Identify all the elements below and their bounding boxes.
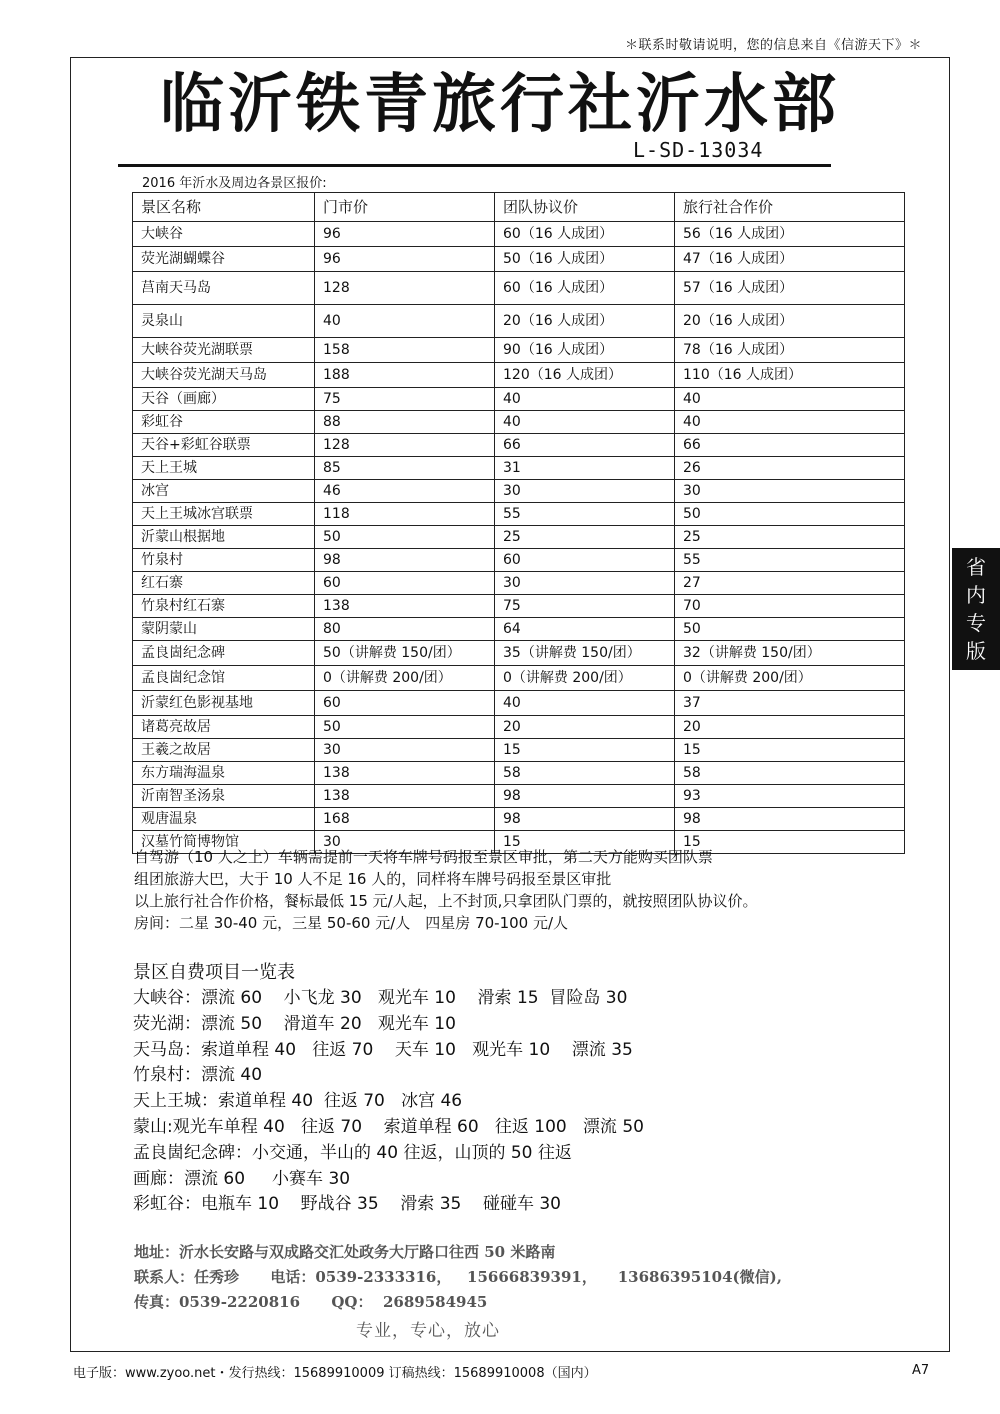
table-cell: 25	[495, 526, 675, 549]
table-cell: 66	[495, 434, 675, 457]
table-row	[133, 762, 905, 785]
table-cell: 20	[495, 716, 675, 739]
table-cell: 天谷+彩虹谷联票	[133, 434, 315, 457]
table-cell: 冰宫	[133, 480, 315, 503]
table-row	[133, 388, 905, 411]
table-cell: 80	[315, 618, 495, 641]
table-cell: 40	[675, 411, 905, 434]
table-cell: 40	[315, 305, 495, 338]
table-cell: 15	[495, 739, 675, 762]
notes-section	[134, 846, 914, 934]
table-cell: 96	[315, 222, 495, 247]
table-cell: 158	[315, 338, 495, 363]
extras-line: 孟良崮纪念碑：小交通，半山的 40 往返，山顶的 50 往返	[133, 1142, 572, 1163]
table-cell: 50（讲解费 150/团）	[315, 641, 495, 666]
header-cell: 团队协议价	[495, 193, 675, 222]
table-cell: 灵泉山	[133, 305, 315, 338]
table-cell: 0（讲解费 200/团）	[495, 666, 675, 691]
table-cell: 汉墓竹简博物馆	[133, 831, 315, 854]
table-cell: 70	[675, 595, 905, 618]
table-cell: 50	[315, 526, 495, 549]
table-cell: 沂南智圣汤泉	[133, 785, 315, 808]
side-tab-char: 专	[966, 611, 986, 635]
table-cell: 40	[675, 388, 905, 411]
table-row	[133, 572, 905, 595]
table-row	[133, 526, 905, 549]
table-cell: 30	[495, 572, 675, 595]
table-cell: 26	[675, 457, 905, 480]
agency-name: 临沂铁青旅行社沂水部	[160, 68, 840, 142]
table-cell: 20（16 人成团）	[675, 305, 905, 338]
table-cell: 138	[315, 595, 495, 618]
table-cell: 大峡谷	[133, 222, 315, 247]
table-cell: 47（16 人成团）	[675, 247, 905, 272]
page-number: A7	[912, 1363, 930, 1378]
footer: 电子版：www.zyoo.net・发行热线：15689910009 订稿热线：15689910008（国内）	[73, 1366, 597, 1381]
table-cell: 75	[315, 388, 495, 411]
table-caption: 2016 年沂水及周边各景区报价:	[142, 176, 327, 191]
extras-line: 天上王城：索道单程 40 往返 70 冰宫 46	[133, 1091, 463, 1112]
table-cell: 98	[675, 808, 905, 831]
extras-line: 大峡谷：漂流 60 小飞龙 30 观光车 10 滑索 15 冒险岛 30	[133, 988, 628, 1008]
note-line: 自驾游（10 人之上）车辆需提前一天将车牌号码报至景区审批，第二天方能购买团队票	[134, 848, 713, 866]
table-cell: 55	[675, 549, 905, 572]
table-cell: 王羲之故居	[133, 739, 315, 762]
table-cell: 98	[495, 785, 675, 808]
source-note: ＊联系时敬请说明，您的信息来自《信游天下》＊	[624, 38, 922, 53]
table-cell: 40	[495, 691, 675, 716]
side-tab	[952, 548, 1000, 670]
table-cell: 天上王城冰宫联票	[133, 503, 315, 526]
table-row	[133, 666, 905, 691]
table-cell: 40	[495, 411, 675, 434]
table-cell: 天谷（画廊）	[133, 388, 315, 411]
table-cell: 30	[495, 480, 675, 503]
table-cell: 88	[315, 411, 495, 434]
slogan: 专业，专心，放心	[356, 1321, 500, 1341]
table-row	[133, 716, 905, 739]
table-cell: 85	[315, 457, 495, 480]
header-cell: 景区名称	[133, 193, 315, 222]
table-cell: 118	[315, 503, 495, 526]
table-cell: 110（16 人成团）	[675, 363, 905, 388]
note-line: 以上旅行社合作价格，餐标最低 15 元/人起，上不封顶,只拿团队门票的，就按照团队协议价。	[134, 892, 758, 910]
table-row	[133, 641, 905, 666]
table-row	[133, 363, 905, 388]
table-cell: 188	[315, 363, 495, 388]
table-cell: 0（讲解费 200/团）	[315, 666, 495, 691]
table-cell: 15	[675, 739, 905, 762]
table-cell: 20（16 人成团）	[495, 305, 675, 338]
table-cell: 大峡谷荧光湖天马岛	[133, 363, 315, 388]
table-row	[133, 272, 905, 305]
price-table	[132, 192, 905, 854]
table-row	[133, 480, 905, 503]
table-row	[133, 503, 905, 526]
table-cell: 60（16 人成团）	[495, 272, 675, 305]
note-line: 组团旅游大巴，大于 10 人不足 16 人的，同样将车牌号码报至景区审批	[134, 870, 612, 888]
table-cell: 东方瑞海温泉	[133, 762, 315, 785]
table-cell: 30	[675, 480, 905, 503]
table-cell: 沂蒙山根据地	[133, 526, 315, 549]
extras-section	[133, 960, 933, 1218]
table-cell: 78（16 人成团）	[675, 338, 905, 363]
table-cell: 35（讲解费 150/团）	[495, 641, 675, 666]
fax-line: 传真：0539-2220816 QQ： 2689584945	[134, 1293, 488, 1311]
table-cell: 60	[315, 572, 495, 595]
table-cell: 孟良崮纪念馆	[133, 666, 315, 691]
table-cell: 128	[315, 434, 495, 457]
table-row	[133, 222, 905, 247]
table-cell: 40	[495, 388, 675, 411]
side-tab-char: 内	[966, 583, 986, 607]
table-row	[133, 549, 905, 572]
table-cell: 90（16 人成团）	[495, 338, 675, 363]
extras-line: 天马岛：索道单程 40 往返 70 天车 10 观光车 10 漂流 35	[133, 1039, 633, 1060]
table-row	[133, 434, 905, 457]
table-cell: 15	[675, 831, 905, 854]
table-cell: 诸葛亮故居	[133, 716, 315, 739]
contact-line: 联系人：任秀珍 电话：0539-2333316， 15666839391， 13686395104(微信),	[134, 1268, 782, 1286]
extras-line: 竹泉村：漂流 40	[133, 1065, 263, 1086]
table-row	[133, 457, 905, 480]
table-cell: 96	[315, 247, 495, 272]
table-cell: 天上王城	[133, 457, 315, 480]
table-cell: 50（16 人成团）	[495, 247, 675, 272]
table-cell: 大峡谷荧光湖联票	[133, 338, 315, 363]
table-cell: 彩虹谷	[133, 411, 315, 434]
table-cell: 30	[315, 831, 495, 854]
table-cell: 58	[675, 762, 905, 785]
table-cell: 沂蒙红色影视基地	[133, 691, 315, 716]
extras-line: 蒙山:观光车单程 40 往返 70 索道单程 60 往返 100 漂流 50	[133, 1116, 644, 1137]
table-cell: 98	[315, 549, 495, 572]
table-cell: 37	[675, 691, 905, 716]
side-tab-char: 省	[966, 555, 986, 579]
table-cell: 60	[495, 549, 675, 572]
table-cell: 红石寨	[133, 572, 315, 595]
table-cell: 15	[495, 831, 675, 854]
side-tab-char: 版	[966, 639, 986, 663]
table-cell: 60（16 人成团）	[495, 222, 675, 247]
extras-line: 荧光湖：漂流 50 滑道车 20 观光车 10	[133, 1013, 456, 1034]
table-cell: 138	[315, 785, 495, 808]
table-cell: 31	[495, 457, 675, 480]
table-cell: 60	[315, 691, 495, 716]
table-cell: 30	[315, 739, 495, 762]
table-cell: 168	[315, 808, 495, 831]
table-cell: 66	[675, 434, 905, 457]
extras-line: 画廊：漂流 60 小赛车 30	[133, 1168, 351, 1189]
table-row	[133, 785, 905, 808]
table-cell: 莒南天马岛	[133, 272, 315, 305]
table-cell: 竹泉村红石寨	[133, 595, 315, 618]
table-cell: 46	[315, 480, 495, 503]
table-cell: 32（讲解费 150/团）	[675, 641, 905, 666]
table-cell: 观唐温泉	[133, 808, 315, 831]
table-cell: 50	[675, 618, 905, 641]
table-cell: 98	[495, 808, 675, 831]
table-row	[133, 305, 905, 338]
table-cell: 64	[495, 618, 675, 641]
table-row	[133, 739, 905, 762]
table-cell: 57（16 人成团）	[675, 272, 905, 305]
table-row	[133, 411, 905, 434]
table-cell: 20	[675, 716, 905, 739]
table-cell: 蒙阴蒙山	[133, 618, 315, 641]
table-row	[133, 808, 905, 831]
table-cell: 55	[495, 503, 675, 526]
extras-line: 彩虹谷：电瓶车 10 野战谷 35 滑索 35 碰碰车 30	[133, 1194, 561, 1215]
extras-title: 景区自费项目一览表	[133, 962, 295, 983]
table-row	[133, 691, 905, 716]
table-cell: 25	[675, 526, 905, 549]
table-cell: 120（16 人成团）	[495, 363, 675, 388]
address-line: 地址：沂水长安路与双成路交汇处政务大厅路口往西 50 米路南	[134, 1243, 556, 1261]
table-cell: 138	[315, 762, 495, 785]
table-cell: 93	[675, 785, 905, 808]
header-cell: 旅行社合作价	[675, 193, 905, 222]
table-cell: 孟良崮纪念碑	[133, 641, 315, 666]
table-row	[133, 618, 905, 641]
table-cell: 50	[675, 503, 905, 526]
table-cell: 75	[495, 595, 675, 618]
table-cell: 50	[315, 716, 495, 739]
table-cell: 竹泉村	[133, 549, 315, 572]
table-row	[133, 338, 905, 363]
contact-block	[134, 1240, 782, 1315]
title-rule	[118, 164, 831, 167]
note-line: 房间：二星 30-40 元，三星 50-60 元/人 四星房 70-100 元/人	[134, 914, 569, 932]
header-cell: 门市价	[315, 193, 495, 222]
table-cell: 128	[315, 272, 495, 305]
table-cell: 0（讲解费 200/团）	[675, 666, 905, 691]
table-cell: 27	[675, 572, 905, 595]
table-row	[133, 247, 905, 272]
table-header-row	[133, 193, 905, 222]
table-row	[133, 595, 905, 618]
license-number: L-SD-13034	[633, 138, 764, 162]
table-cell: 58	[495, 762, 675, 785]
table-cell: 56（16 人成团）	[675, 222, 905, 247]
table-cell: 荧光湖蝴蝶谷	[133, 247, 315, 272]
